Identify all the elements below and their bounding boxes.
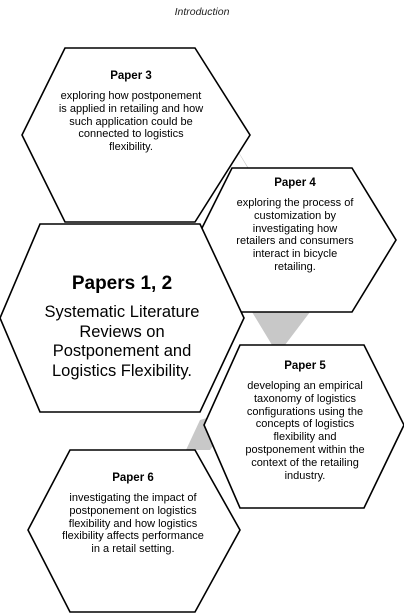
paper3-description: exploring how postponement is applied in retailing and how such application could be connected to logistics flexibility. — [58, 89, 204, 154]
paper4-title: Paper 4 — [274, 177, 316, 189]
paper6-title: Paper 6 — [112, 472, 154, 484]
paper5-title: Paper 5 — [284, 360, 326, 372]
section-header: Introduction — [174, 6, 230, 18]
paper4-text — [232, 177, 358, 274]
paper5-description: developing an empirical taxonomy of logistics configurations using the concepts of logistics flexibility and postponement within the context of the retailing industry. — [245, 379, 365, 483]
paper3-title: Paper 3 — [110, 70, 152, 82]
papers12-title: Papers 1, 2 — [71, 273, 173, 294]
paper6-description: investigating the impact of postponement on logistics flexibility and how logistics flexibility affects performance in a retail setting. — [62, 491, 204, 556]
paper4-description: exploring the process of customization by investigating how retailers and consumers interact in bicycle retailing. — [236, 196, 354, 274]
connector-4-5 — [252, 312, 310, 345]
papers12-text — [40, 273, 204, 381]
papers12-description: Systematic Literature Reviews on Postponement and Logistics Flexibility. — [44, 303, 200, 380]
paper5-text — [244, 360, 366, 483]
paper3-text — [58, 70, 204, 154]
paper6-text — [60, 472, 206, 556]
